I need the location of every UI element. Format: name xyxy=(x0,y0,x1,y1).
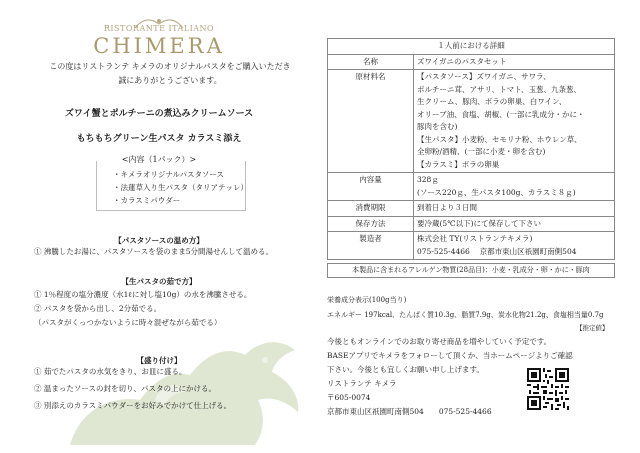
step-line: ① 茹でたパスタの水気をきり、お皿に盛る。 xyxy=(34,367,187,376)
spec-value-line: 要冷蔵(5℃以下)にて保存して下さい xyxy=(417,218,542,228)
spec-label: 消費期限 xyxy=(328,201,414,217)
message-line: BASEアプリでキメラをフォローして頂くか、当ホームページよりご確認 xyxy=(327,351,573,360)
qr-code-icon xyxy=(527,368,569,410)
spec-value-line: 328ｇ xyxy=(417,175,439,184)
brand-logo: CHIMERA xyxy=(93,34,225,58)
contents-title: <内容（1パック）> xyxy=(121,155,197,164)
message-line: リストランテ キメラ xyxy=(327,379,397,388)
intro-line: この度はリストランテ キメラのオリジナルパスタをご購入いただき xyxy=(49,62,291,71)
allergen-box: 本製品に含まれるアレルゲン物質(28品目)：小麦・乳成分・卵・かに・豚肉 xyxy=(327,263,615,278)
spec-value-line: (ソース220ｇ、生パスタ100g、カラスミ８ｇ) xyxy=(417,187,576,197)
nutrition-values: エネルギー 197kcal、たんぱく質10.3g、脂質7.9g、炭水化物21.2g、食塩相当量0.7g xyxy=(327,311,604,319)
spec-value xyxy=(414,216,615,232)
nutrition-title: 栄養成分表示(100g当り) xyxy=(327,296,407,304)
spec-value-line: 【パスタソース】ズワイガニ、サワラ、 xyxy=(417,72,551,81)
step-line: ② パスタを袋から出し、2分茹でる。 xyxy=(34,304,162,313)
step-line: ① 1％程度の塩分濃度（水1ℓに対し塩10g）の水を沸騰させる。 xyxy=(34,290,252,299)
message-line: 京都市東山区祇園町南側504 075-525-4466 xyxy=(327,407,492,416)
contents-list xyxy=(113,168,248,207)
sauce-section-title: 【パスタソースの温め方】 xyxy=(114,236,204,245)
list-item: ・キメラオリジナルパスタソース xyxy=(113,170,224,179)
list-item: ・法蓮草入り生パスタ（タリアテッレ） xyxy=(113,183,248,192)
intro-text xyxy=(30,60,310,88)
spec-value xyxy=(414,54,615,70)
dish-title: ズワイ蟹とポルチーニの煮込みクリームソース xyxy=(64,109,254,119)
message-line: 〒605-0074 xyxy=(327,393,371,402)
list-item: ・カラスミパウダー xyxy=(113,196,181,205)
spec-value xyxy=(414,201,615,217)
spec-value-line: 075-525-4466 京都市東山区祇園町南側504 xyxy=(417,246,577,256)
message-line: 今後ともオンラインでのお取り寄せ商品を増やしていく予定です。 xyxy=(327,337,552,346)
table-row xyxy=(328,216,615,232)
spec-value-line: ポルチーニ茸、アサリ、トマト、玉葱、九条葱、 xyxy=(417,84,581,94)
step-line: ② 温まったソースの封を切り、パスタの上にかける。 xyxy=(34,384,217,393)
intro-line: 誠にありがとうございます。 xyxy=(118,76,222,85)
message-line: 下さい。今後とも宜しくお願い申し上げます。 xyxy=(327,365,484,374)
spec-table xyxy=(327,38,615,260)
spec-label: 原材料名 xyxy=(328,70,414,173)
spec-value-line: 【生パスタ】小麦粉、セモリナ粉、ホウレン草、 xyxy=(417,134,582,144)
nutrition-note: 【推定値】 xyxy=(576,324,609,332)
table-row xyxy=(328,201,615,217)
step-line: （パスタがくっつかないように時々混ぜながら茹でる） xyxy=(34,318,222,327)
dish-subtitle: もちもちグリーン生パスタ カラスミ添え xyxy=(76,134,242,144)
table-row xyxy=(328,39,615,55)
left-page xyxy=(0,0,318,453)
brand-subtitle: RISTORANTE ITALIANO xyxy=(103,24,215,33)
spec-value-line: オリーブ油、食塩、胡椒、(一部に乳成分・かに・ xyxy=(417,109,585,119)
step-line: ③ 別添えのカラスミパウダーをお好みでかけて仕上げる。 xyxy=(34,401,232,410)
spec-value-line: 到着日より３日間 xyxy=(417,203,477,212)
spec-label: 内容量 xyxy=(328,173,414,201)
table-row xyxy=(328,232,615,260)
table-row xyxy=(328,54,615,70)
spec-value-line: 豚肉を含む) xyxy=(417,122,458,131)
spec-value xyxy=(414,232,615,260)
spec-value xyxy=(414,173,615,201)
spec-value-line: 株式会社 TY(リストランテキメラ) xyxy=(417,234,533,243)
step-line: ① 沸騰したお湯に、パスタソースを袋のまま5分間湯せんして温める。 xyxy=(34,247,274,256)
spec-table-header: １人前における詳細 xyxy=(328,39,615,55)
spec-value-line: 生クリーム、豚肉、ボラの卵巣、白ワイン、 xyxy=(417,97,567,106)
plating-section-title: 【盛り付け】 xyxy=(136,356,182,365)
spec-value-line: 【カラスミ】ボラの卵巣 xyxy=(417,159,500,169)
spec-value-line: ズワイガニのパスタセット xyxy=(417,56,507,66)
table-row xyxy=(328,173,615,201)
spec-label: 保存方法 xyxy=(328,216,414,232)
table-row xyxy=(328,70,615,173)
pasta-section-title: 【生パスタの茹で方】 xyxy=(121,277,197,286)
spec-label: 名称 xyxy=(328,54,414,70)
spec-value-line: 全卵粉/酒精、(一部に小麦・卵を含む) xyxy=(417,147,546,156)
spec-label: 製造者 xyxy=(328,232,414,260)
spec-value xyxy=(414,70,615,173)
